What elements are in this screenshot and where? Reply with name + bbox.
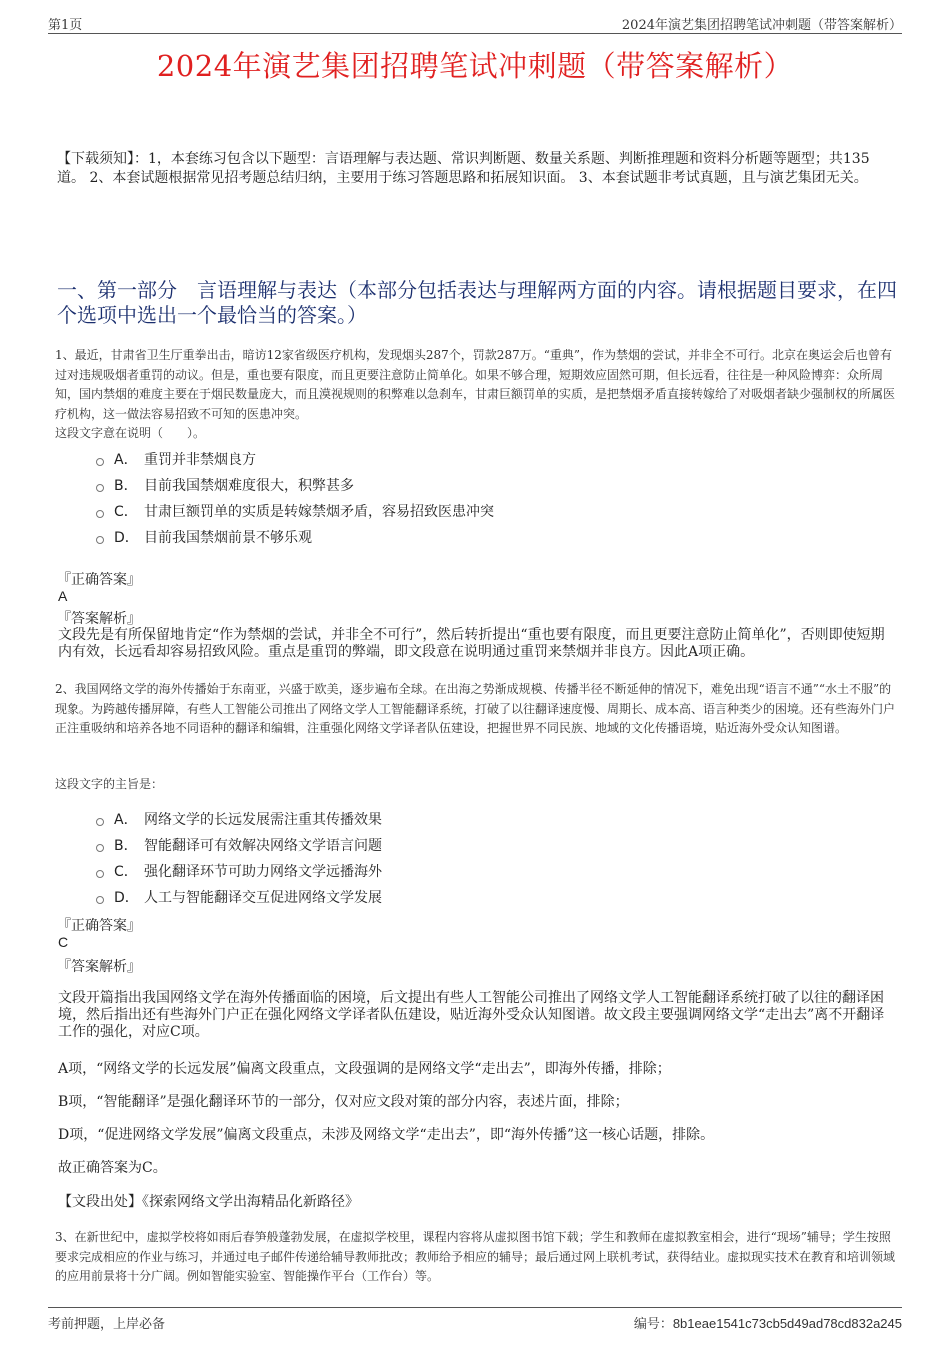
analysis-text: 文段开篇指出我国网络文学在海外传播面临的困境，后文提出有些人工智能公司推出了网络文学人工智能翻译系统打破了以往的翻译困境，然后指出还有些海外门户正在强化网络文学译者队伍建设，贴近海外受众认知图谱。故文段主要强调网络文学“走出去”离不开翻译工作的强化，对应C项。 [58,990,885,1040]
question-2-options [96,806,382,910]
answer-value: C [58,934,69,950]
source-citation: 【文段出处】《探索网络文学出海精品化新路径》 [58,1194,359,1210]
analysis-note: A项，“网络文学的长远发展”偏离文段重点，文段强调的是网络文学“走出去”，即海外传播，排除； [58,1061,671,1077]
question-2-prompt: 这段文字的主旨是： [55,777,164,791]
answer-label: 『正确答案』 [57,918,141,934]
page-number: 第1页 [48,18,83,33]
footer-slogan: 考前押题，上岸必备 [48,1317,166,1332]
analysis-conclusion: 故正确答案为C。 [58,1160,167,1176]
radio-icon[interactable] [96,844,104,852]
answer-value: A [58,588,68,604]
answer-label: 『正确答案』 [57,572,141,588]
analysis-label: 『答案解析』 [57,959,141,975]
option-b[interactable]: B． 智能翻译可有效解决网络文学语言问题 [96,832,382,858]
option-c[interactable]: C． 强化翻译环节可助力网络文学远播海外 [96,858,382,884]
analysis-label: 『答案解析』 [57,611,141,627]
option-d[interactable]: D． 目前我国禁烟前景不够乐观 [96,524,494,550]
header-doc-title: 2024年演艺集团招聘笔试冲刺题（带答案解析） [621,18,902,33]
option-a[interactable]: A． 网络文学的长远发展需注重其传播效果 [96,806,382,832]
footer-code: 编号：8b1eae1541c73cb5d49ad78cd832a245 [633,1316,902,1332]
question-1-text: 1、最近，甘肃省卫生厅重拳出击，暗访12家省级医疗机构，发现烟头287个，罚款287万。“重典”，作为禁烟的尝试，并非全不可行。北京在奥运会后也曾有过对违规吸烟者重罚的动议。但是，重也要有限度，而且更要注意防止简单化。如果不够合理，短期效应固然可期，但长远看，往往是一种风险博弈：众所周知，国内禁烟的难度主要在于烟民数量庞大，而且漠视规则的积弊难以急刹车，甘肃巨额罚单的实质，是把禁烟矛盾直接转嫁给了对吸烟者缺少强制权的所属医疗机构，这一做法容易招致不可知的医患冲突。 这段文字意在说明（ ）。 [55,346,900,444]
option-d[interactable]: D． 人工与智能翻译交互促进网络文学发展 [96,884,382,910]
footer-divider [48,1307,902,1308]
radio-icon[interactable] [96,510,104,518]
question-1-prompt: 这段文字意在说明（ ）。 [55,426,206,440]
page-title: 2024年演艺集团招聘笔试冲刺题（带答案解析） [156,49,794,83]
radio-icon[interactable] [96,896,104,904]
option-c[interactable]: C． 甘肃巨额罚单的实质是转嫁禁烟矛盾，容易招致医患冲突 [96,498,494,524]
radio-icon[interactable] [96,818,104,826]
question-1-options [96,446,494,550]
radio-icon[interactable] [96,484,104,492]
analysis-note: B项，“智能翻译”是强化翻译环节的一部分，仅对应文段对策的部分内容，表述片面，排除； [58,1094,629,1110]
radio-icon[interactable] [96,536,104,544]
radio-icon[interactable] [96,458,104,466]
analysis-text: 文段先是有所保留地肯定“作为禁烟的尝试，并非全不可行”，然后转折提出“重也要有限度，而且更要注意防止简单化”，否则即使短期内有效，长远看却容易招致风险。重点是重罚的弊端，即文段意在说明通过重罚来禁烟并非良方。因此A项正确。 [58,627,885,660]
radio-icon[interactable] [96,870,104,878]
section-heading: 一、第一部分 言语理解与表达（本部分包括表达与理解两方面的内容。请根据题目要求，在四个选项中选出一个最恰当的答案。） [57,278,897,327]
question-2-text: 2、我国网络文学的海外传播始于东南亚，兴盛于欧美，逐步遍布全球。在出海之势渐成规模、传播半径不断延伸的情况下，难免出现“语言不通”“水土不服”的现象。为跨越传播屏障，有些人工智能公司推出了网络文学人工智能翻译系统，打破了以往翻译速度慢、周期长、成本高、语言种类少的困境。还有些海外门户正注重吸纳和培养各地不同语种的翻译和编辑，注重强化网络文学译者队伍建设，把握世界不同民族、地域的文化传播语境，贴近海外受众认知图谱。 [55,682,896,735]
header-divider [48,33,902,34]
option-b[interactable]: B． 目前我国禁烟难度很大，积弊甚多 [96,472,494,498]
download-notice: 【下载须知】：1，本套练习包含以下题型：言语理解与表达题、常识判断题、数量关系题、判断推理题和资料分析题等题型；共135道。 2、本套试题根据常见招考题总结归纳，主要用于练习答题思路和拓展知识面。 3、本套试题非考试真题，且与演艺集团无关。 [57,151,870,186]
question-3-text: 3、在新世纪中，虚拟学校将如雨后春笋般蓬勃发展，在虚拟学校里，课程内容将从虚拟图书馆下载；学生和教师在虚拟教室相会，进行“现场”辅导；学生按照要求完成相应的作业与练习，并通过电子邮件传递给辅导教师批改；教师给予相应的辅导；最后通过网上联机考试，获得结业。虚拟现实技术在教育和培训领域的应用前景将十分广阔。例如智能实验室、智能操作平台（工作台）等。 [55,1230,896,1283]
analysis-note: D项，“促进网络文学发展”偏离文段重点，未涉及网络文学“走出去”，即“海外传播”这一核心话题，排除。 [58,1127,715,1143]
option-a[interactable]: A． 重罚并非禁烟良方 [96,446,494,472]
